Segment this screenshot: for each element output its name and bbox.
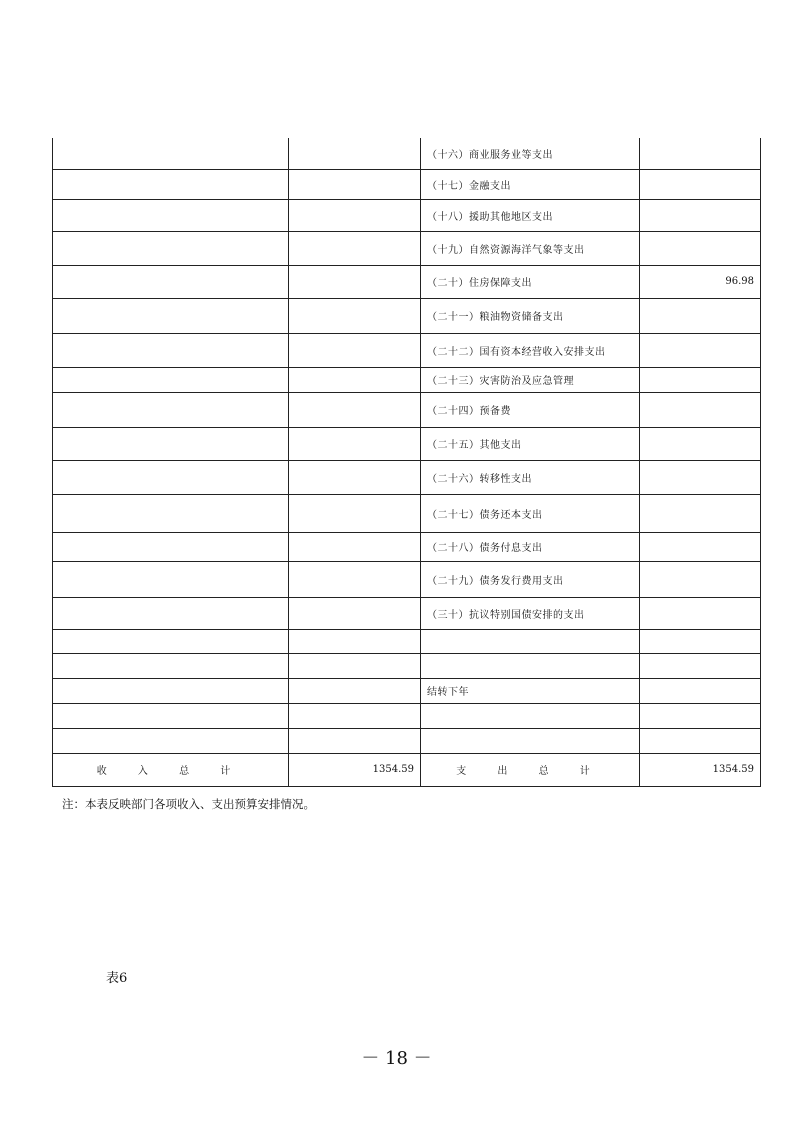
- income-amount-cell: [289, 231, 421, 265]
- table-row: [53, 231, 761, 265]
- expense-amount-cell: [640, 460, 761, 494]
- income-amount-cell: [289, 728, 421, 753]
- table-row: [53, 265, 761, 298]
- income-amount-cell: [289, 494, 421, 532]
- income-item-cell: [53, 728, 289, 753]
- expense-amount-cell: [640, 703, 761, 728]
- income-item-cell: [53, 532, 289, 561]
- table-row: [53, 138, 761, 169]
- income-item-cell: [53, 427, 289, 460]
- table-row: [53, 703, 761, 728]
- expense-total-value: 1354.59: [640, 753, 761, 786]
- table-row: [53, 333, 761, 367]
- income-item-cell: [53, 392, 289, 427]
- expense-amount-cell: [640, 728, 761, 753]
- income-amount-cell: [289, 653, 421, 678]
- expense-amount-cell: [640, 597, 761, 629]
- expense-amount-cell: 96.98: [640, 265, 761, 298]
- income-item-cell: [53, 494, 289, 532]
- income-amount-cell: [289, 265, 421, 298]
- expense-amount-cell: [640, 629, 761, 653]
- expense-amount-cell: [640, 561, 761, 597]
- income-amount-cell: [289, 138, 421, 169]
- expense-item-cell: （二十五）其他支出: [421, 427, 640, 460]
- table-row: [53, 678, 761, 703]
- expense-item-cell: （二十八）债务付息支出: [421, 532, 640, 561]
- table-row: [53, 367, 761, 392]
- expense-item-cell: （二十一）粮油物资储备支出: [421, 298, 640, 333]
- table-row: [53, 392, 761, 427]
- table-row: [53, 460, 761, 494]
- expense-amount-cell: [640, 678, 761, 703]
- income-total-value: 1354.59: [289, 753, 421, 786]
- income-item-cell: [53, 629, 289, 653]
- income-item-cell: [53, 265, 289, 298]
- expense-item-cell: 结转下年: [421, 678, 640, 703]
- income-item-cell: [53, 460, 289, 494]
- income-amount-cell: [289, 298, 421, 333]
- income-amount-cell: [289, 629, 421, 653]
- income-amount-cell: [289, 678, 421, 703]
- table-row: [53, 597, 761, 629]
- income-amount-cell: [289, 199, 421, 231]
- income-amount-cell: [289, 532, 421, 561]
- expense-item-cell: （三十）抗议特别国债安排的支出: [421, 597, 640, 629]
- income-amount-cell: [289, 392, 421, 427]
- expense-item-cell: [421, 629, 640, 653]
- expense-amount-cell: [640, 653, 761, 678]
- next-table-label: 表6: [106, 971, 128, 986]
- expense-total-label: 支 出 总 计: [421, 753, 640, 786]
- expense-amount-cell: [640, 494, 761, 532]
- expense-amount-cell: [640, 532, 761, 561]
- income-amount-cell: [289, 703, 421, 728]
- expense-amount-cell: [640, 138, 761, 169]
- table-row: [53, 629, 761, 653]
- income-amount-cell: [289, 333, 421, 367]
- expense-amount-cell: [640, 427, 761, 460]
- expense-item-cell: [421, 653, 640, 678]
- income-item-cell: [53, 169, 289, 199]
- income-item-cell: [53, 597, 289, 629]
- expense-amount-cell: [640, 169, 761, 199]
- table-note: 注：本表反映部门各项收入、支出预算安排情况。: [62, 797, 315, 811]
- income-amount-cell: [289, 460, 421, 494]
- expense-item-cell: （十七）金融支出: [421, 169, 640, 199]
- expense-item-cell: （二十三）灾害防治及应急管理: [421, 367, 640, 392]
- expense-item-cell: （二十四）预备费: [421, 392, 640, 427]
- table-row: [53, 169, 761, 199]
- table-row: [53, 427, 761, 460]
- table-row: [53, 561, 761, 597]
- income-amount-cell: [289, 169, 421, 199]
- expense-amount-cell: [640, 367, 761, 392]
- income-total-label: 收 入 总 计: [53, 753, 289, 786]
- income-item-cell: [53, 703, 289, 728]
- expense-amount-cell: [640, 199, 761, 231]
- income-item-cell: [53, 138, 289, 169]
- expense-item-cell: （十六）商业服务业等支出: [421, 138, 640, 169]
- table-row: [53, 298, 761, 333]
- expense-item-cell: （二十九）债务发行费用支出: [421, 561, 640, 597]
- income-item-cell: [53, 561, 289, 597]
- table-row: [53, 532, 761, 561]
- expense-item-cell: （二十）住房保障支出: [421, 265, 640, 298]
- budget-table: [52, 138, 761, 787]
- income-item-cell: [53, 653, 289, 678]
- income-amount-cell: [289, 367, 421, 392]
- income-amount-cell: [289, 561, 421, 597]
- totals-row: [53, 753, 761, 786]
- income-item-cell: [53, 231, 289, 265]
- expense-item-cell: （十九）自然资源海洋气象等支出: [421, 231, 640, 265]
- income-item-cell: [53, 298, 289, 333]
- expense-item-cell: （二十七）债务还本支出: [421, 494, 640, 532]
- expense-item-cell: （二十二）国有资本经营收入安排支出: [421, 333, 640, 367]
- expense-amount-cell: [640, 333, 761, 367]
- income-item-cell: [53, 199, 289, 231]
- table-row: [53, 653, 761, 678]
- expense-amount-cell: [640, 231, 761, 265]
- table-row: [53, 199, 761, 231]
- expense-item-cell: [421, 703, 640, 728]
- expense-item-cell: （十八）援助其他地区支出: [421, 199, 640, 231]
- expense-item-cell: （二十六）转移性支出: [421, 460, 640, 494]
- table-row: [53, 494, 761, 532]
- income-item-cell: [53, 678, 289, 703]
- table-row: [53, 728, 761, 753]
- table-body: [53, 138, 761, 753]
- page-number: － 18 －: [361, 1048, 432, 1069]
- expense-amount-cell: [640, 298, 761, 333]
- expense-item-cell: [421, 728, 640, 753]
- income-item-cell: [53, 333, 289, 367]
- income-amount-cell: [289, 427, 421, 460]
- expense-amount-cell: [640, 392, 761, 427]
- income-item-cell: [53, 367, 289, 392]
- income-amount-cell: [289, 597, 421, 629]
